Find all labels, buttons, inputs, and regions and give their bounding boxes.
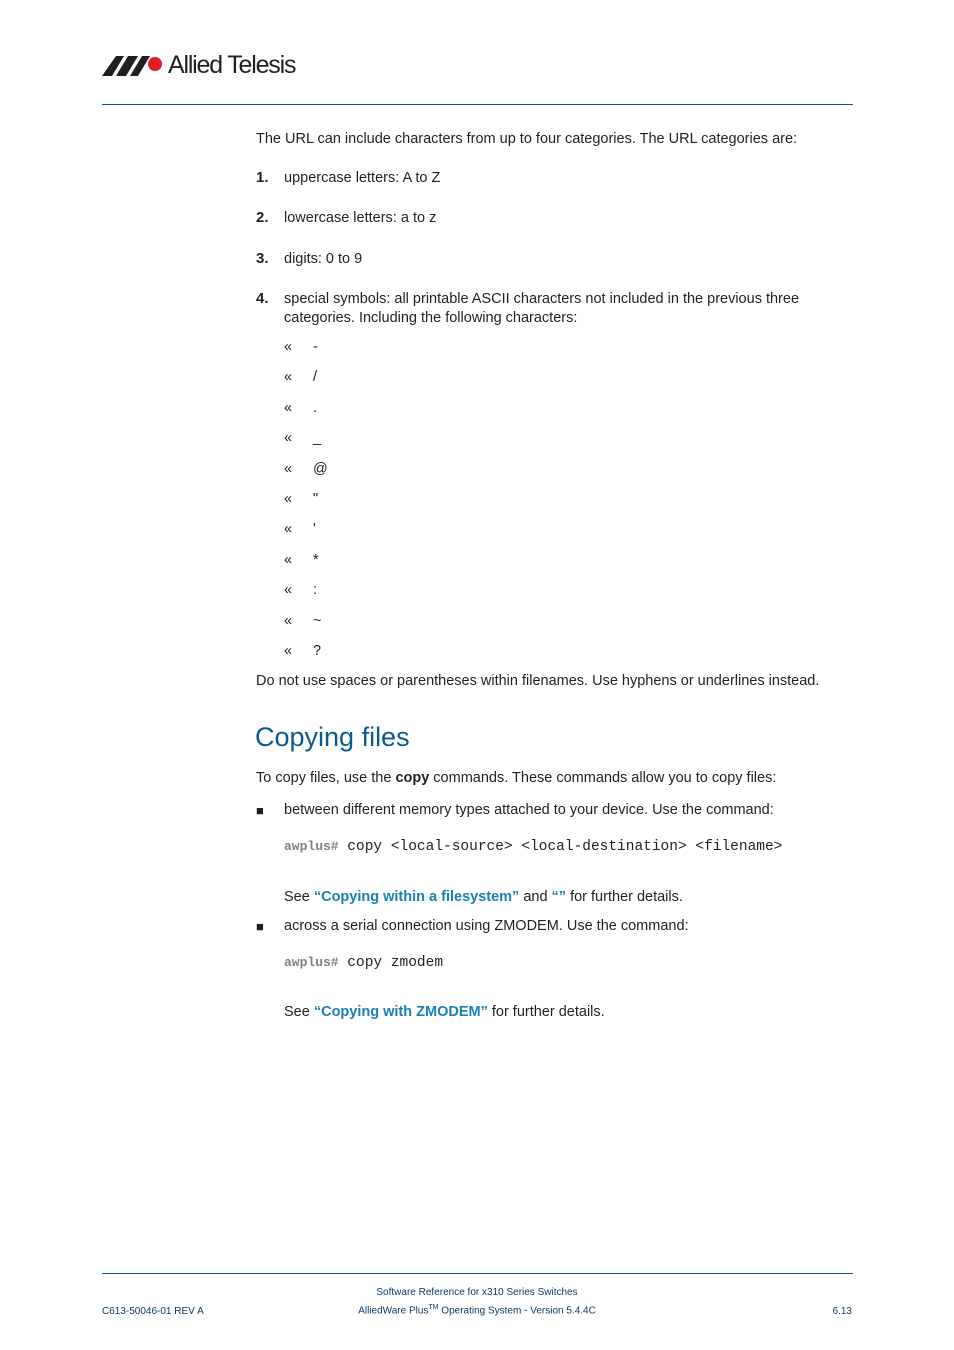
symbol-item: / [313, 369, 318, 385]
see-text: and [519, 889, 552, 905]
list-number: 2. [256, 209, 269, 226]
section-heading: Copying files [255, 722, 410, 752]
allied-telesis-logo-mark-icon [102, 54, 164, 76]
symbol-item: . [313, 400, 318, 416]
list-item: digits: 0 to 9 [284, 251, 363, 267]
symbol-item: _ [313, 430, 322, 446]
list-number: 3. [256, 250, 269, 267]
bullet-item-text: between different memory types attached to your device. Use the command: [284, 802, 774, 818]
cli-command: copy zmodem [338, 955, 444, 971]
footer-version: Operating System - Version 5.4.4C [438, 1305, 596, 1317]
symbol-item: : [313, 582, 318, 598]
list-item: special symbols: all printable ASCII characters not included in the previous three [284, 291, 800, 307]
symbol-bullet: « [284, 369, 293, 385]
bullet-item-text: across a serial connection using ZMODEM. Use the command: [284, 918, 689, 934]
doc-id: C613-50046-01 REV A [102, 1306, 204, 1317]
symbol-item: - [313, 339, 318, 355]
see-also [284, 1003, 605, 1022]
symbol-bullet: « [284, 582, 293, 598]
link-empty-reference[interactable]: “” [551, 889, 567, 905]
symbol-bullet: « [284, 521, 293, 537]
section-intro [256, 769, 776, 788]
see-text: See [284, 1004, 314, 1020]
code-example [284, 839, 782, 855]
cli-prompt: awplus# [284, 839, 339, 854]
footer-title-line1: Software Reference for x310 Series Switches [376, 1287, 578, 1298]
symbol-item: ' [313, 521, 316, 537]
company-logo [102, 50, 295, 80]
symbol-bullet: « [284, 643, 293, 659]
cli-command: copy <local-source> <local-destination> <filename> [338, 839, 783, 855]
link-copying-with-zmodem[interactable]: “Copying with ZMODEM” [313, 1004, 488, 1020]
symbol-bullet: « [284, 400, 293, 416]
section-intro-text: To copy files, use the [256, 770, 396, 786]
footer-product: AlliedWare Plus [358, 1305, 429, 1317]
symbol-item: @ [313, 461, 328, 477]
intro-paragraph: The URL can include characters from up to four categories. The URL categories are: [256, 131, 798, 147]
cli-prompt: awplus# [284, 955, 339, 970]
list-number: 1. [256, 169, 269, 186]
see-text: See [284, 889, 314, 905]
list-item-continuation: categories. Including the following characters: [284, 310, 578, 326]
symbol-item: ~ [313, 613, 322, 629]
symbol-bullet: « [284, 613, 293, 629]
symbol-item: ? [313, 643, 322, 659]
section-intro-text: commands. These commands allow you to copy files: [429, 770, 777, 786]
symbol-bullet: « [284, 461, 293, 477]
symbol-bullet: « [284, 339, 293, 355]
page-number: 6.13 [832, 1306, 852, 1317]
logo-text: Allied Telesis [168, 50, 296, 79]
copy-command-name: copy [395, 770, 430, 786]
header-rule [102, 104, 853, 105]
symbol-bullet: « [284, 491, 293, 507]
list-item: uppercase letters: A to Z [284, 170, 441, 186]
symbol-item: " [313, 491, 319, 507]
see-also [284, 888, 683, 907]
square-bullet-icon: ■ [256, 803, 264, 818]
square-bullet-icon: ■ [256, 919, 264, 934]
link-copying-within-filesystem[interactable]: “Copying within a filesystem” [313, 889, 520, 905]
trademark: TM [428, 1304, 439, 1311]
list-item: lowercase letters: a to z [284, 210, 437, 226]
list-number: 4. [256, 290, 269, 307]
symbol-bullet: « [284, 552, 293, 568]
see-text: for further details. [487, 1004, 605, 1020]
code-example [284, 955, 443, 971]
footer-rule [102, 1273, 853, 1274]
symbol-bullet: « [284, 430, 293, 446]
symbol-item: * [313, 552, 319, 568]
see-text: for further details. [566, 889, 683, 905]
filename-note: Do not use spaces or parentheses within filenames. Use hyphens or underlines instead. [256, 673, 820, 689]
